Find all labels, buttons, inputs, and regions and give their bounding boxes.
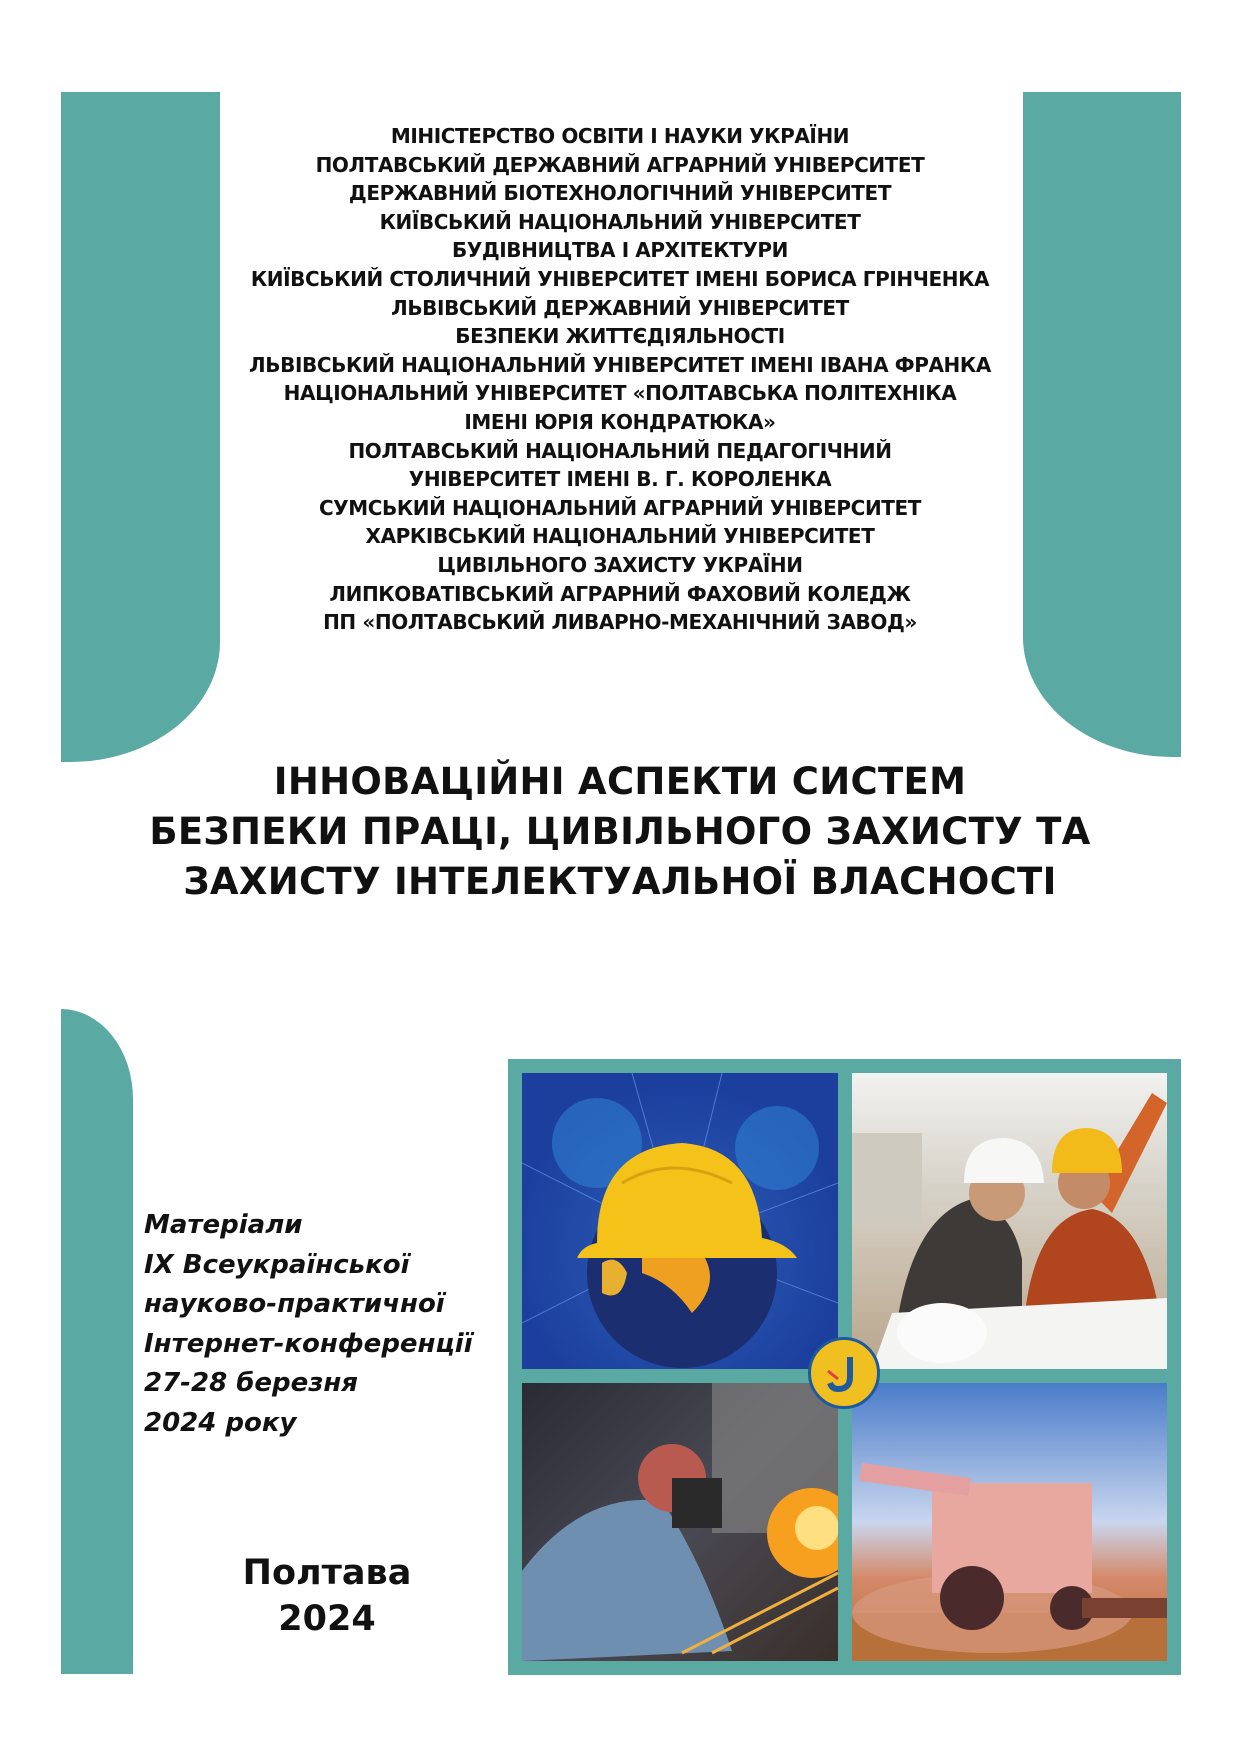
- info-line: Матеріали: [144, 1210, 303, 1240]
- info-line: 27-28 березня: [144, 1368, 359, 1398]
- organizer-line: ЛИПКОВАТІВСЬКИЙ АГРАРНИЙ ФАХОВИЙ КОЛЕДЖ: [329, 581, 911, 606]
- publication-place: [217, 1550, 437, 1642]
- conference-title: [120, 757, 1120, 907]
- photo-foundry-worker: [522, 1383, 838, 1661]
- photo-engineers-plans: [852, 1073, 1167, 1369]
- organizer-line: МІНІСТЕРСТВО ОСВІТИ І НАУКИ УКРАЇНИ: [390, 124, 850, 148]
- conference-info: [144, 1206, 473, 1443]
- info-line: IX Всеукраїнської: [144, 1249, 410, 1280]
- city: Полтава: [242, 1553, 412, 1593]
- organizer-line: КИЇВСЬКИЙ НАЦІОНАЛЬНИЙ УНІВЕРСИТЕТ: [379, 209, 861, 234]
- organizer-line: УНІВЕРСИТЕТ ІМЕНІ В. Г. КОРОЛЕНКА: [408, 467, 832, 492]
- decorative-band-bottom-left: [61, 1009, 133, 1674]
- photo-helmet-globe: [522, 1073, 838, 1369]
- organizer-line: БЕЗПЕКИ ЖИТТЄДІЯЛЬНОСТІ: [455, 324, 785, 349]
- info-line: науково-практичної: [144, 1289, 445, 1319]
- organizer-line: ХАРКІВСЬКИЙ НАЦІОНАЛЬНИЙ УНІВЕРСИТЕТ: [365, 524, 875, 549]
- organizer-line: ЛЬВІВСЬКИЙ НАЦІОНАЛЬНИЙ УНІВЕРСИТЕТ ІМЕНІ ІВАНА ФРАНКА: [249, 352, 991, 377]
- organizer-line: ПОЛТАВСЬКИЙ ДЕРЖАВНИЙ АГРАРНИЙ УНІВЕРСИТЕТ: [315, 152, 925, 177]
- organizer-line: ІМЕНІ ЮРІЯ КОНДРАТЮКА»: [464, 409, 776, 434]
- organizer-line: ЛЬВІВСЬКИЙ ДЕРЖАВНИЙ УНІВЕРСИТЕТ: [391, 295, 849, 320]
- organizer-line: ПОЛТАВСЬКИЙ НАЦІОНАЛЬНИЙ ПЕДАГОГІЧНИЙ: [348, 438, 892, 463]
- decorative-band-top-right: [1023, 92, 1181, 757]
- organizer-line: СУМСЬКИЙ НАЦІОНАЛЬНИЙ АГРАРНИЙ УНІВЕРСИТЕТ: [318, 495, 922, 520]
- decorative-band-top-left: [61, 92, 220, 762]
- year: 2024: [278, 1599, 376, 1639]
- organizer-line: ПП «ПОЛТАВСЬКИЙ ЛИВАРНО-МЕХАНІЧНИЙ ЗАВОД»: [323, 610, 917, 635]
- info-line: 2024 року: [144, 1407, 297, 1438]
- organizer-line: ДЕРЖАВНИЙ БІОТЕХНОЛОГІЧНИЙ УНІВЕРСИТЕТ: [348, 181, 892, 206]
- title-line: ІННОВАЦІЙНІ АСПЕКТИ СИСТЕМ: [273, 760, 967, 803]
- organizer-line: ЦИВІЛЬНОГО ЗАХИСТУ УКРАЇНИ: [437, 552, 803, 577]
- photo-collage: [508, 1059, 1181, 1675]
- photo-combine-harvester: [852, 1383, 1167, 1661]
- organizer-line: НАЦІОНАЛЬНИЙ УНІВЕРСИТЕТ «ПОЛТАВСЬКА ПОЛІТЕХНІКА: [283, 381, 957, 406]
- organizers-list: [200, 122, 1040, 637]
- title-line: ЗАХИСТУ ІНТЕЛЕКТУАЛЬНОЇ ВЛАСНОСТІ: [183, 860, 1057, 903]
- organizer-line: КИЇВСЬКИЙ СТОЛИЧНИЙ УНІВЕРСИТЕТ ІМЕНІ БОРИСА ГРІНЧЕНКА: [250, 266, 990, 291]
- title-line: БЕЗПЕКИ ПРАЦІ, ЦИВІЛЬНОГО ЗАХИСТУ ТА: [149, 810, 1091, 853]
- emblem-icon: [822, 1351, 866, 1395]
- organizer-line: БУДІВНИЦТВА І АРХІТЕКТУРИ: [451, 238, 789, 263]
- logo-emblem: [808, 1337, 880, 1409]
- info-line: Інтернет-конференції: [144, 1328, 473, 1359]
